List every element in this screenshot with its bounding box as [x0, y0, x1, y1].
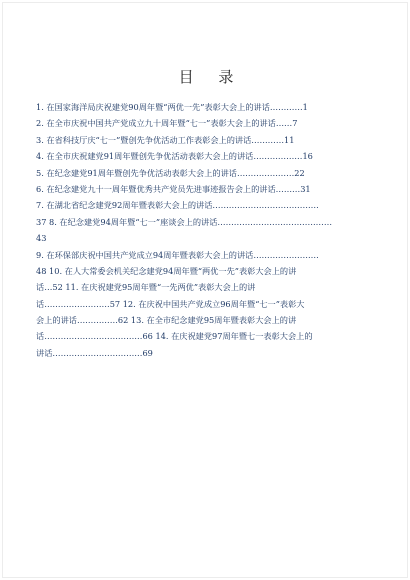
toc-line-text: 7. 在湖北省纪念建党92周年暨表彰大会上的讲话…………………………………	[36, 200, 319, 211]
toc-line[interactable]	[36, 328, 376, 344]
toc-line[interactable]	[36, 230, 376, 246]
toc-line-text: 6. 在纪念建党九十一周年暨优秀共产党员先进事迹报告会上的讲话………31	[36, 183, 311, 194]
toc-line[interactable]	[36, 115, 376, 131]
toc-line[interactable]	[36, 279, 376, 295]
toc-line-text: 9. 在环保部庆祝中国共产党成立94周年暨表彰大会上的讲话……………………	[36, 249, 319, 260]
toc-line[interactable]	[36, 247, 376, 263]
toc-line-text: 1. 在国家海洋局庆祝建党90周年暨“两优一先”表彰大会上的讲话…………1	[36, 102, 308, 112]
toc-line[interactable]	[36, 99, 376, 115]
toc-line-text: 43	[36, 233, 47, 244]
toc-line-text: 会上的讲话……………62 13. 在全市纪念建党95周年暨表彰大会上的讲	[36, 315, 297, 326]
table-of-contents	[36, 99, 376, 361]
page-title: 目 录	[178, 68, 244, 86]
toc-line[interactable]	[36, 312, 376, 328]
toc-line-text: 话……………………57 12. 在庆祝中国共产党成立96周年暨“七一”表彰大	[36, 298, 305, 309]
toc-line[interactable]	[36, 148, 376, 164]
toc-line[interactable]	[36, 165, 376, 181]
toc-line[interactable]	[36, 296, 376, 312]
toc-line[interactable]	[36, 214, 376, 230]
toc-line-text: 37 8. 在纪念建党94周年暨“七一”座谈会上的讲话……………………………………	[36, 216, 333, 227]
toc-line[interactable]	[36, 345, 376, 361]
toc-line[interactable]	[36, 132, 376, 148]
toc-line-text: 3. 在省科技厅庆“七一”暨创先争优活动工作表彰会上的讲话…………11	[36, 134, 295, 145]
toc-line-text: 4. 在全市庆祝建党91周年暨创先争优活动表彰大会上的讲话………………16	[36, 151, 313, 162]
toc-line[interactable]	[36, 181, 376, 197]
toc-line-text: 48 10. 在人大常委会机关纪念建党94周年暨“两优一先”表彰大会上的讲	[36, 265, 297, 276]
toc-line-text: 讲话……………………………69	[36, 347, 153, 358]
toc-line[interactable]	[36, 197, 376, 213]
toc-line[interactable]	[36, 263, 376, 279]
toc-line-text: 5. 在纪念建党91周年暨创先争优活动表彰大会上的讲话…………………22	[36, 167, 305, 178]
toc-line-text: 2. 在全市庆祝中国共产党成立九十周年暨“七一”表彰大会上的讲话……7	[36, 118, 298, 129]
toc-line-text: 话…52 11. 在庆祝建党95周年暨“一先两优”表彰大会上的讲	[36, 282, 256, 293]
toc-line-text: 话………………………………66 14. 在庆祝建党97周年暨七一表彰大会上的	[36, 331, 313, 342]
